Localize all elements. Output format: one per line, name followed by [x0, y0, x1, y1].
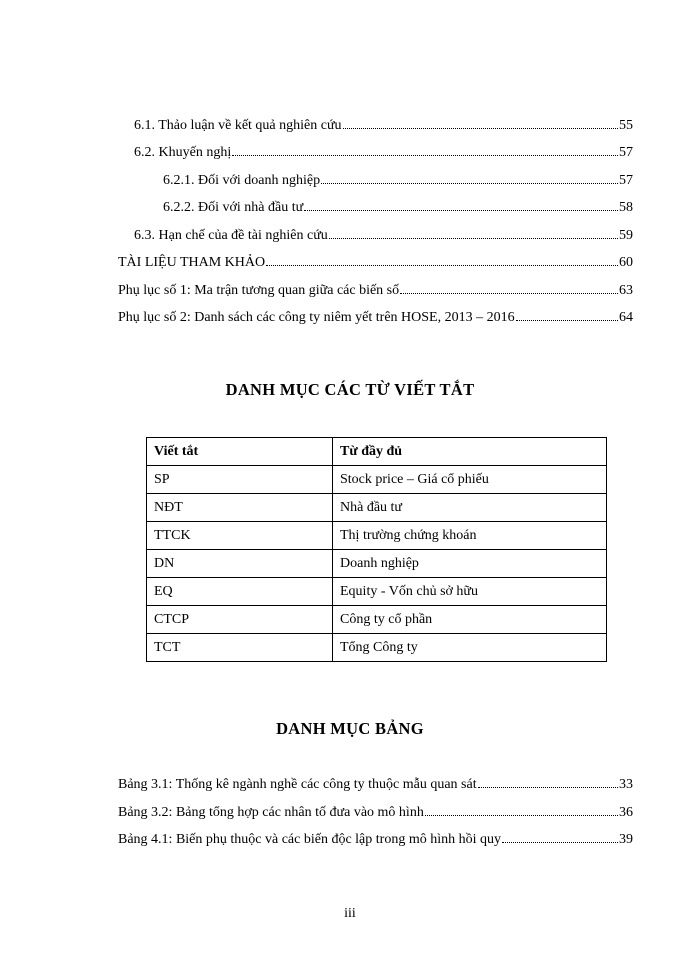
table-entry-label: Bảng 3.1: Thống kê ngành nghề các công ty thuộc mẫu quan sát: [118, 777, 477, 792]
toc-label: TÀI LIỆU THAM KHẢO: [118, 255, 266, 270]
abbr-cell: EQ: [147, 578, 333, 606]
abbr-cell: SP: [147, 466, 333, 494]
full-term-cell: Stock price – Giá cổ phiếu: [333, 466, 607, 494]
table-entry-page: 33: [619, 777, 633, 792]
toc-label: Phụ lục số 2: Danh sách các công ty niêm yết trên HOSE, 2013 – 2016: [118, 310, 515, 325]
header-full-term: Từ đầy đủ: [333, 438, 607, 466]
page-number: iii: [344, 906, 356, 921]
toc-page: 55: [619, 118, 633, 133]
toc-label: Phụ lục số 1: Ma trận tương quan giữa các biến số: [118, 283, 400, 298]
table-entry-page: 39: [619, 832, 633, 847]
full-term-cell: Doanh nghiệp: [333, 550, 607, 578]
abbr-cell: CTCP: [147, 606, 333, 634]
abbr-cell: DN: [147, 550, 333, 578]
toc-page: 64: [619, 310, 633, 325]
table-row: [147, 494, 607, 522]
toc-line-6-2: [134, 143, 633, 162]
toc-line-6-2-2: [163, 198, 633, 217]
toc-page: 57: [619, 145, 633, 160]
toc-page: 59: [619, 228, 633, 243]
table-row: [147, 550, 607, 578]
table-row: [147, 578, 607, 606]
header-abbreviation: Viết tắt: [147, 438, 333, 466]
table-entry-page: 36: [619, 805, 633, 820]
table-entry-label: Bảng 4.1: Biến phụ thuộc và các biến độc lập trong mô hình hồi quy: [118, 832, 501, 847]
toc-label: 6.2.2. Đối với nhà đầu tư: [163, 200, 304, 215]
table-entry-3-1: [118, 775, 633, 794]
toc-page: 58: [619, 200, 633, 215]
toc-line-appendix-2: [118, 308, 633, 327]
full-term-cell: Nhà đầu tư: [333, 494, 607, 522]
table-header-row: [147, 438, 607, 466]
toc-line-6-1: [134, 116, 633, 135]
table-entry-3-2: [118, 803, 633, 822]
table-row: [147, 634, 607, 662]
toc-page: 60: [619, 255, 633, 270]
toc-label: 6.2. Khuyến nghị: [134, 145, 232, 160]
table-row: [147, 606, 607, 634]
full-term-cell: Equity - Vốn chủ sở hữu: [333, 578, 607, 606]
toc-label: 6.2.1. Đối với doanh nghiệp: [163, 173, 321, 188]
toc-label: 6.1. Thảo luận về kết quả nghiên cứu: [134, 118, 342, 133]
abbr-cell: TTCK: [147, 522, 333, 550]
full-term-cell: Thị trường chứng khoán: [333, 522, 607, 550]
abbr-cell: TCT: [147, 634, 333, 662]
table-entry-label: Bảng 3.2: Bảng tổng hợp các nhân tố đưa vào mô hình: [118, 805, 424, 820]
toc-page: 63: [619, 283, 633, 298]
toc-line-6-3: [134, 226, 633, 245]
table-row: [147, 466, 607, 494]
full-term-cell: Tổng Công ty: [333, 634, 607, 662]
full-term-cell: Công ty cổ phần: [333, 606, 607, 634]
toc-line-appendix-1: [118, 281, 633, 300]
toc-line-6-2-1: [163, 171, 633, 190]
table-row: [147, 522, 607, 550]
table-entry-4-1: [118, 830, 633, 849]
abbreviations-title: DANH MỤC CÁC TỪ VIẾT TẮT: [225, 380, 475, 399]
toc-line-references: [118, 253, 633, 272]
tables-list-title: DANH MỤC BẢNG: [276, 719, 424, 738]
toc-label: 6.3. Hạn chế của đề tài nghiên cứu: [134, 228, 328, 243]
abbr-cell: NĐT: [147, 494, 333, 522]
abbreviations-table: [146, 437, 607, 662]
toc-page: 57: [619, 173, 633, 188]
